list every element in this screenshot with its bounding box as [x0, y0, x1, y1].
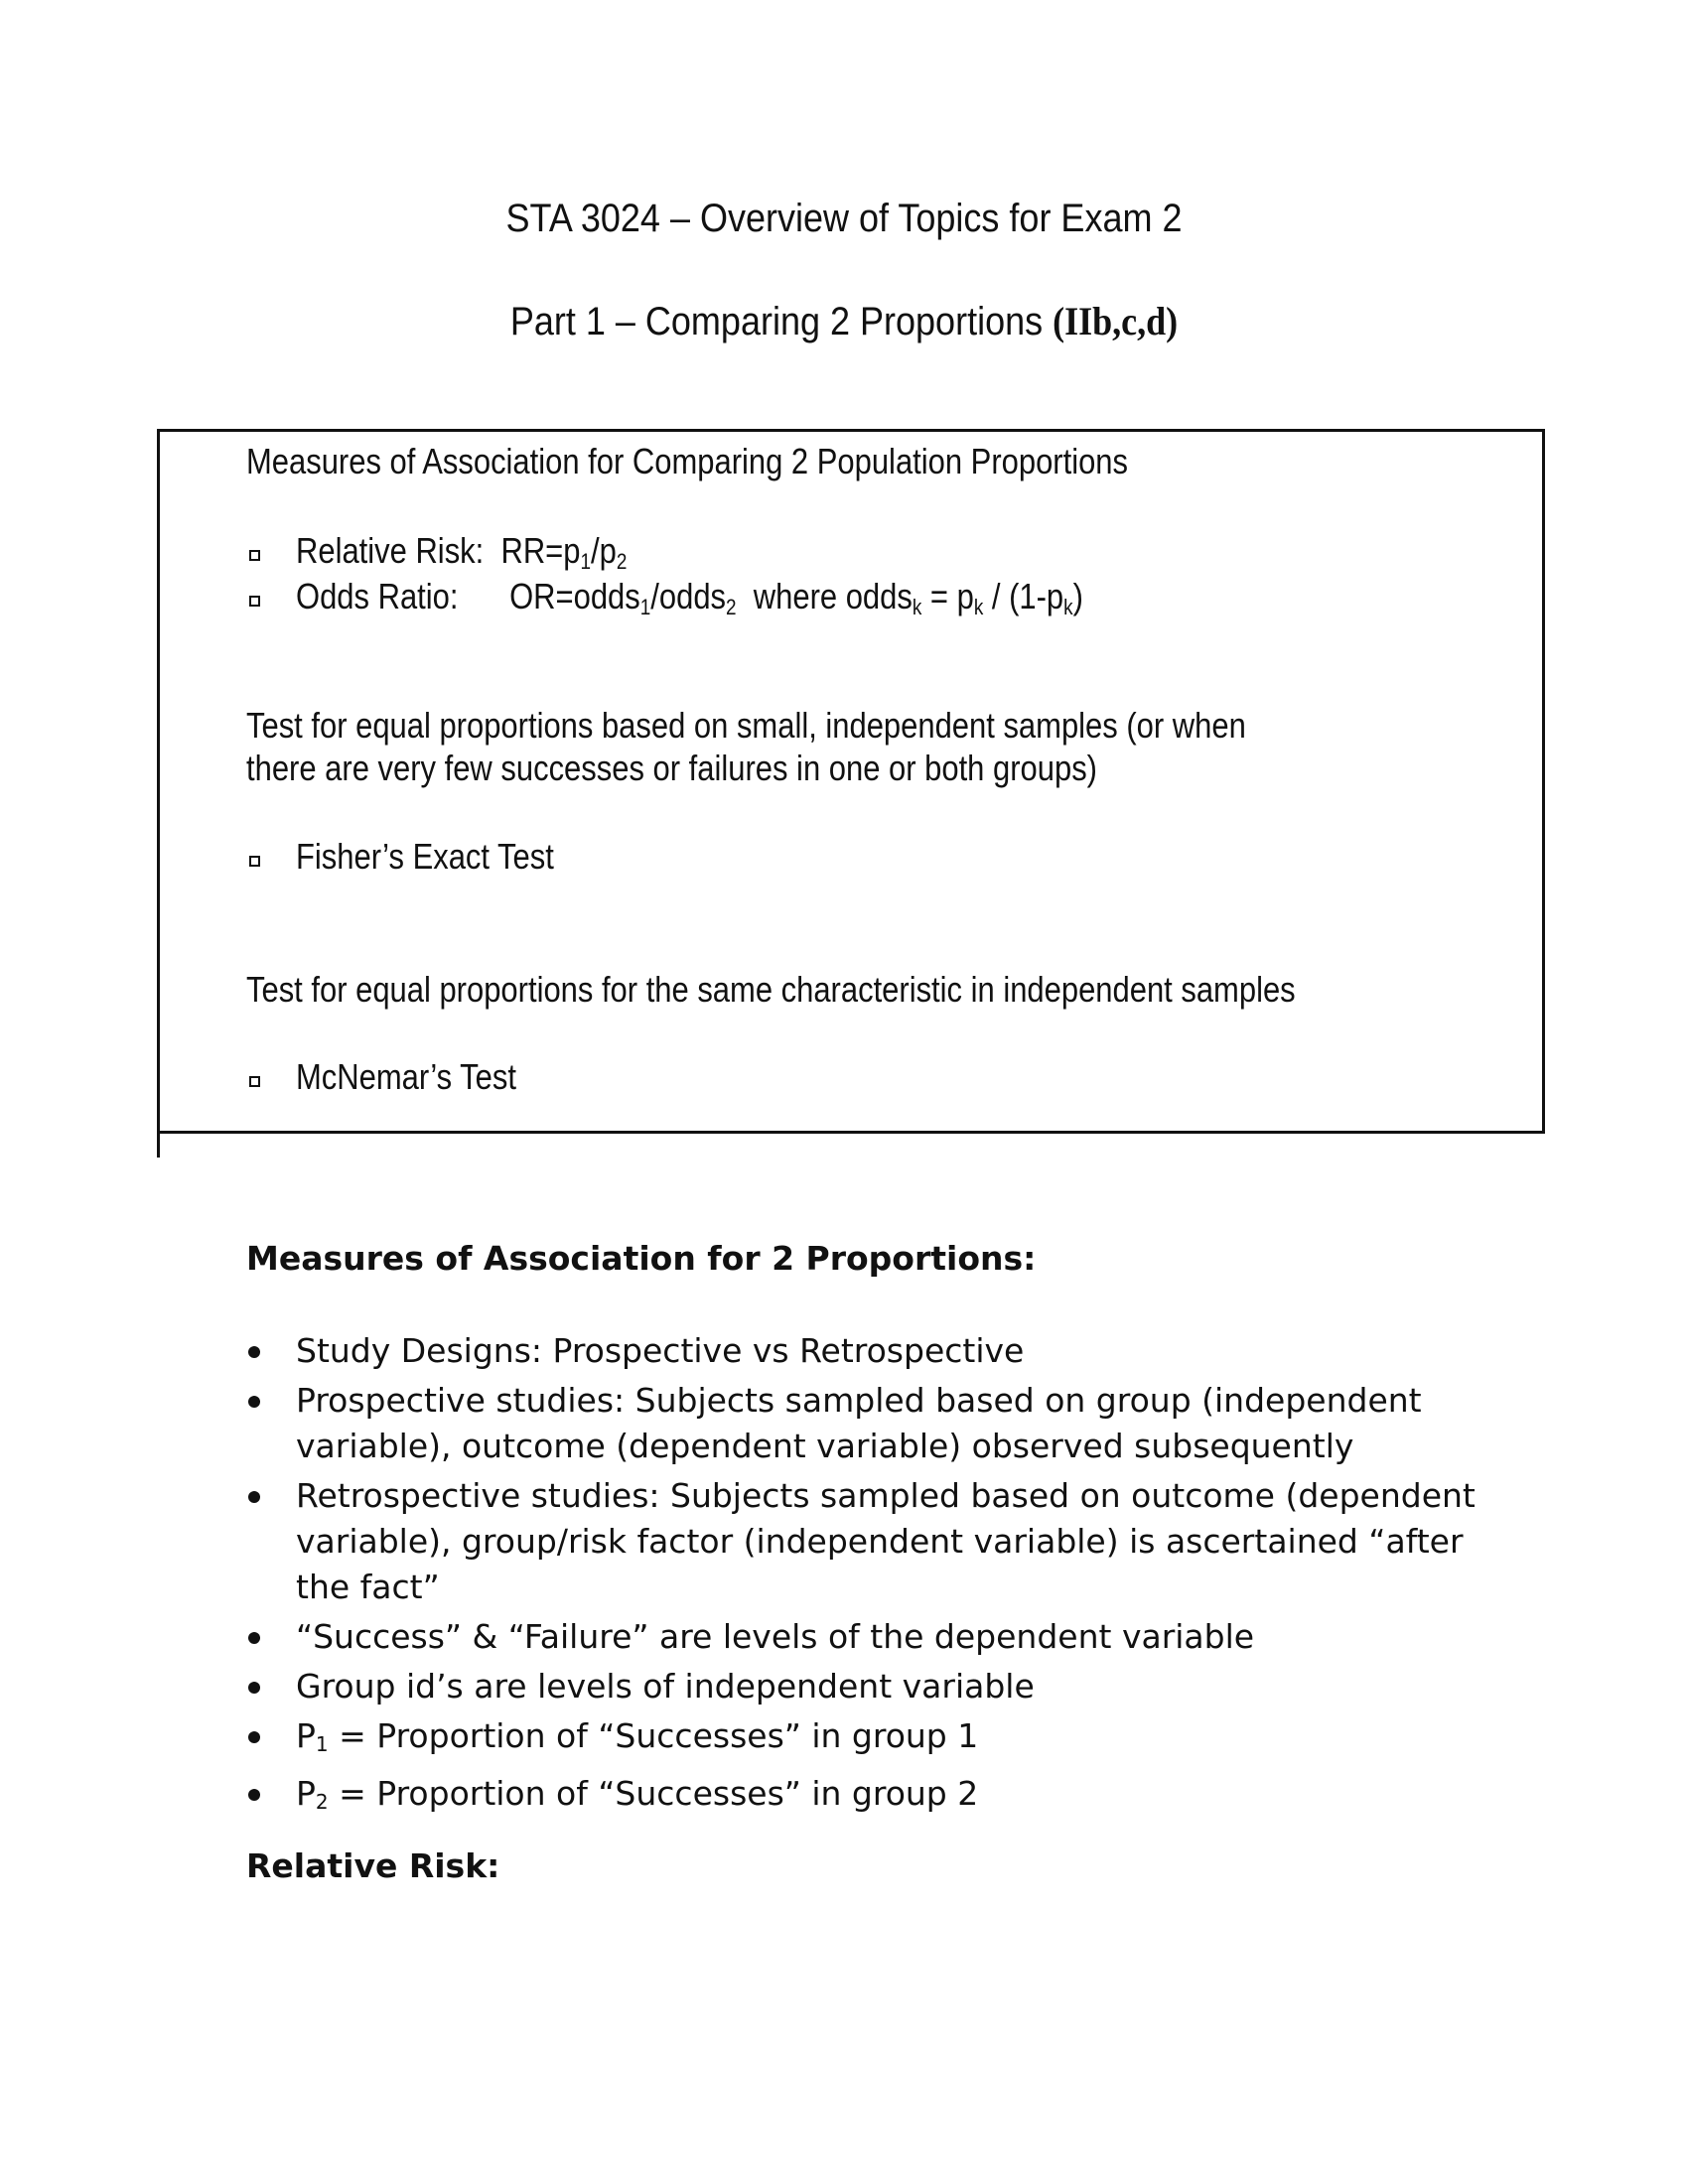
page-subtitle: [84, 298, 1604, 344]
bullet-dot-icon: [248, 1682, 260, 1694]
p2-symbol: P: [296, 1774, 316, 1813]
or-sub: k: [973, 595, 984, 619]
fisher-exact-test-item: Fisher’s Exact Test: [296, 836, 554, 877]
p1-sub: 1: [315, 1732, 329, 1756]
subtitle-tag: (IIb,c,d): [1053, 299, 1179, 343]
subtitle-main: Part 1 – Comparing 2 Proportions: [509, 300, 1054, 343]
rr-label: Relative Risk:: [296, 530, 485, 571]
list-item-text: Study Designs: Prospective vs Retrospective: [296, 1331, 1025, 1370]
box-heading-small-samples-line1: Test for equal proportions based on small, independent samples (or when: [246, 705, 1246, 746]
rr-sub: 2: [616, 549, 628, 574]
section-heading-relative-risk: Relative Risk:: [246, 1846, 500, 1885]
or-sub: k: [912, 595, 922, 619]
bullet-dot-icon: [248, 1731, 260, 1743]
bullet-list: [246, 1328, 1477, 1829]
or-sub: 1: [639, 595, 651, 619]
odds-ratio-line: [296, 576, 1083, 620]
relative-risk-line: [296, 530, 627, 575]
p2-sub: 2: [315, 1790, 329, 1814]
list-item-text: “Success” & “Failure” are levels of the dependent variable: [296, 1617, 1255, 1656]
list-item: [246, 1771, 1477, 1825]
list-item: [246, 1328, 1477, 1374]
bullet-dot-icon: [248, 1789, 260, 1801]
rr-sub: 1: [580, 549, 592, 574]
or-formula-part: where odds: [736, 576, 913, 616]
box-tail-line: [157, 1132, 160, 1158]
or-formula-part: OR=odds: [509, 576, 640, 616]
list-item-text: Group id’s are levels of independent variable: [296, 1667, 1035, 1706]
or-formula-part: /odds: [650, 576, 727, 616]
bullet-dot-icon: [248, 1491, 260, 1503]
or-sub: 2: [726, 595, 737, 619]
p1-symbol: P: [296, 1716, 316, 1755]
p1-text: = Proportion of “Successes” in group 1: [328, 1716, 979, 1755]
checkbox-bullet-icon: [249, 1076, 260, 1087]
or-sub: k: [1063, 595, 1073, 619]
list-item-text: Prospective studies: Subjects sampled based on group (independent variable), outcome (dependent variable) observed subsequently: [296, 1381, 1422, 1465]
or-formula-part: = p: [921, 576, 974, 616]
checkbox-bullet-icon: [249, 596, 260, 607]
bullet-dot-icon: [248, 1346, 260, 1358]
mcnemar-test-item: McNemar’s Test: [296, 1056, 516, 1097]
list-item: [246, 1473, 1477, 1610]
bullet-dot-icon: [248, 1396, 260, 1408]
or-formula-part: / (1-p: [983, 576, 1064, 616]
page-title: STA 3024 – Overview of Topics for Exam 2: [505, 197, 1183, 240]
list-item-text: Retrospective studies: Subjects sampled based on outcome (dependent variable), group/risk factor (independent variable) is ascertained “after the fact”: [296, 1476, 1476, 1606]
box-heading-small-samples-line2: there are very few successes or failures in one or both groups): [246, 748, 1097, 788]
or-label: Odds Ratio:: [296, 576, 459, 616]
box-heading-association: Measures of Association for Comparing 2 Population Proportions: [246, 441, 1129, 481]
list-item: [246, 1713, 1477, 1767]
bullet-dot-icon: [248, 1632, 260, 1644]
checkbox-bullet-icon: [249, 550, 260, 561]
section-heading-measures: Measures of Association for 2 Proportions:: [246, 1239, 1037, 1278]
list-item: [246, 1664, 1477, 1709]
rr-formula-part: RR=p: [500, 530, 581, 571]
checkbox-bullet-icon: [249, 856, 260, 867]
p2-text: = Proportion of “Successes” in group 2: [328, 1774, 979, 1813]
list-item: [246, 1614, 1477, 1660]
list-item: [246, 1378, 1477, 1469]
box-heading-same-characteristic: Test for equal proportions for the same characteristic in independent samples: [246, 969, 1296, 1010]
or-formula-part: ): [1072, 576, 1083, 616]
rr-formula-part: /p: [591, 530, 617, 571]
